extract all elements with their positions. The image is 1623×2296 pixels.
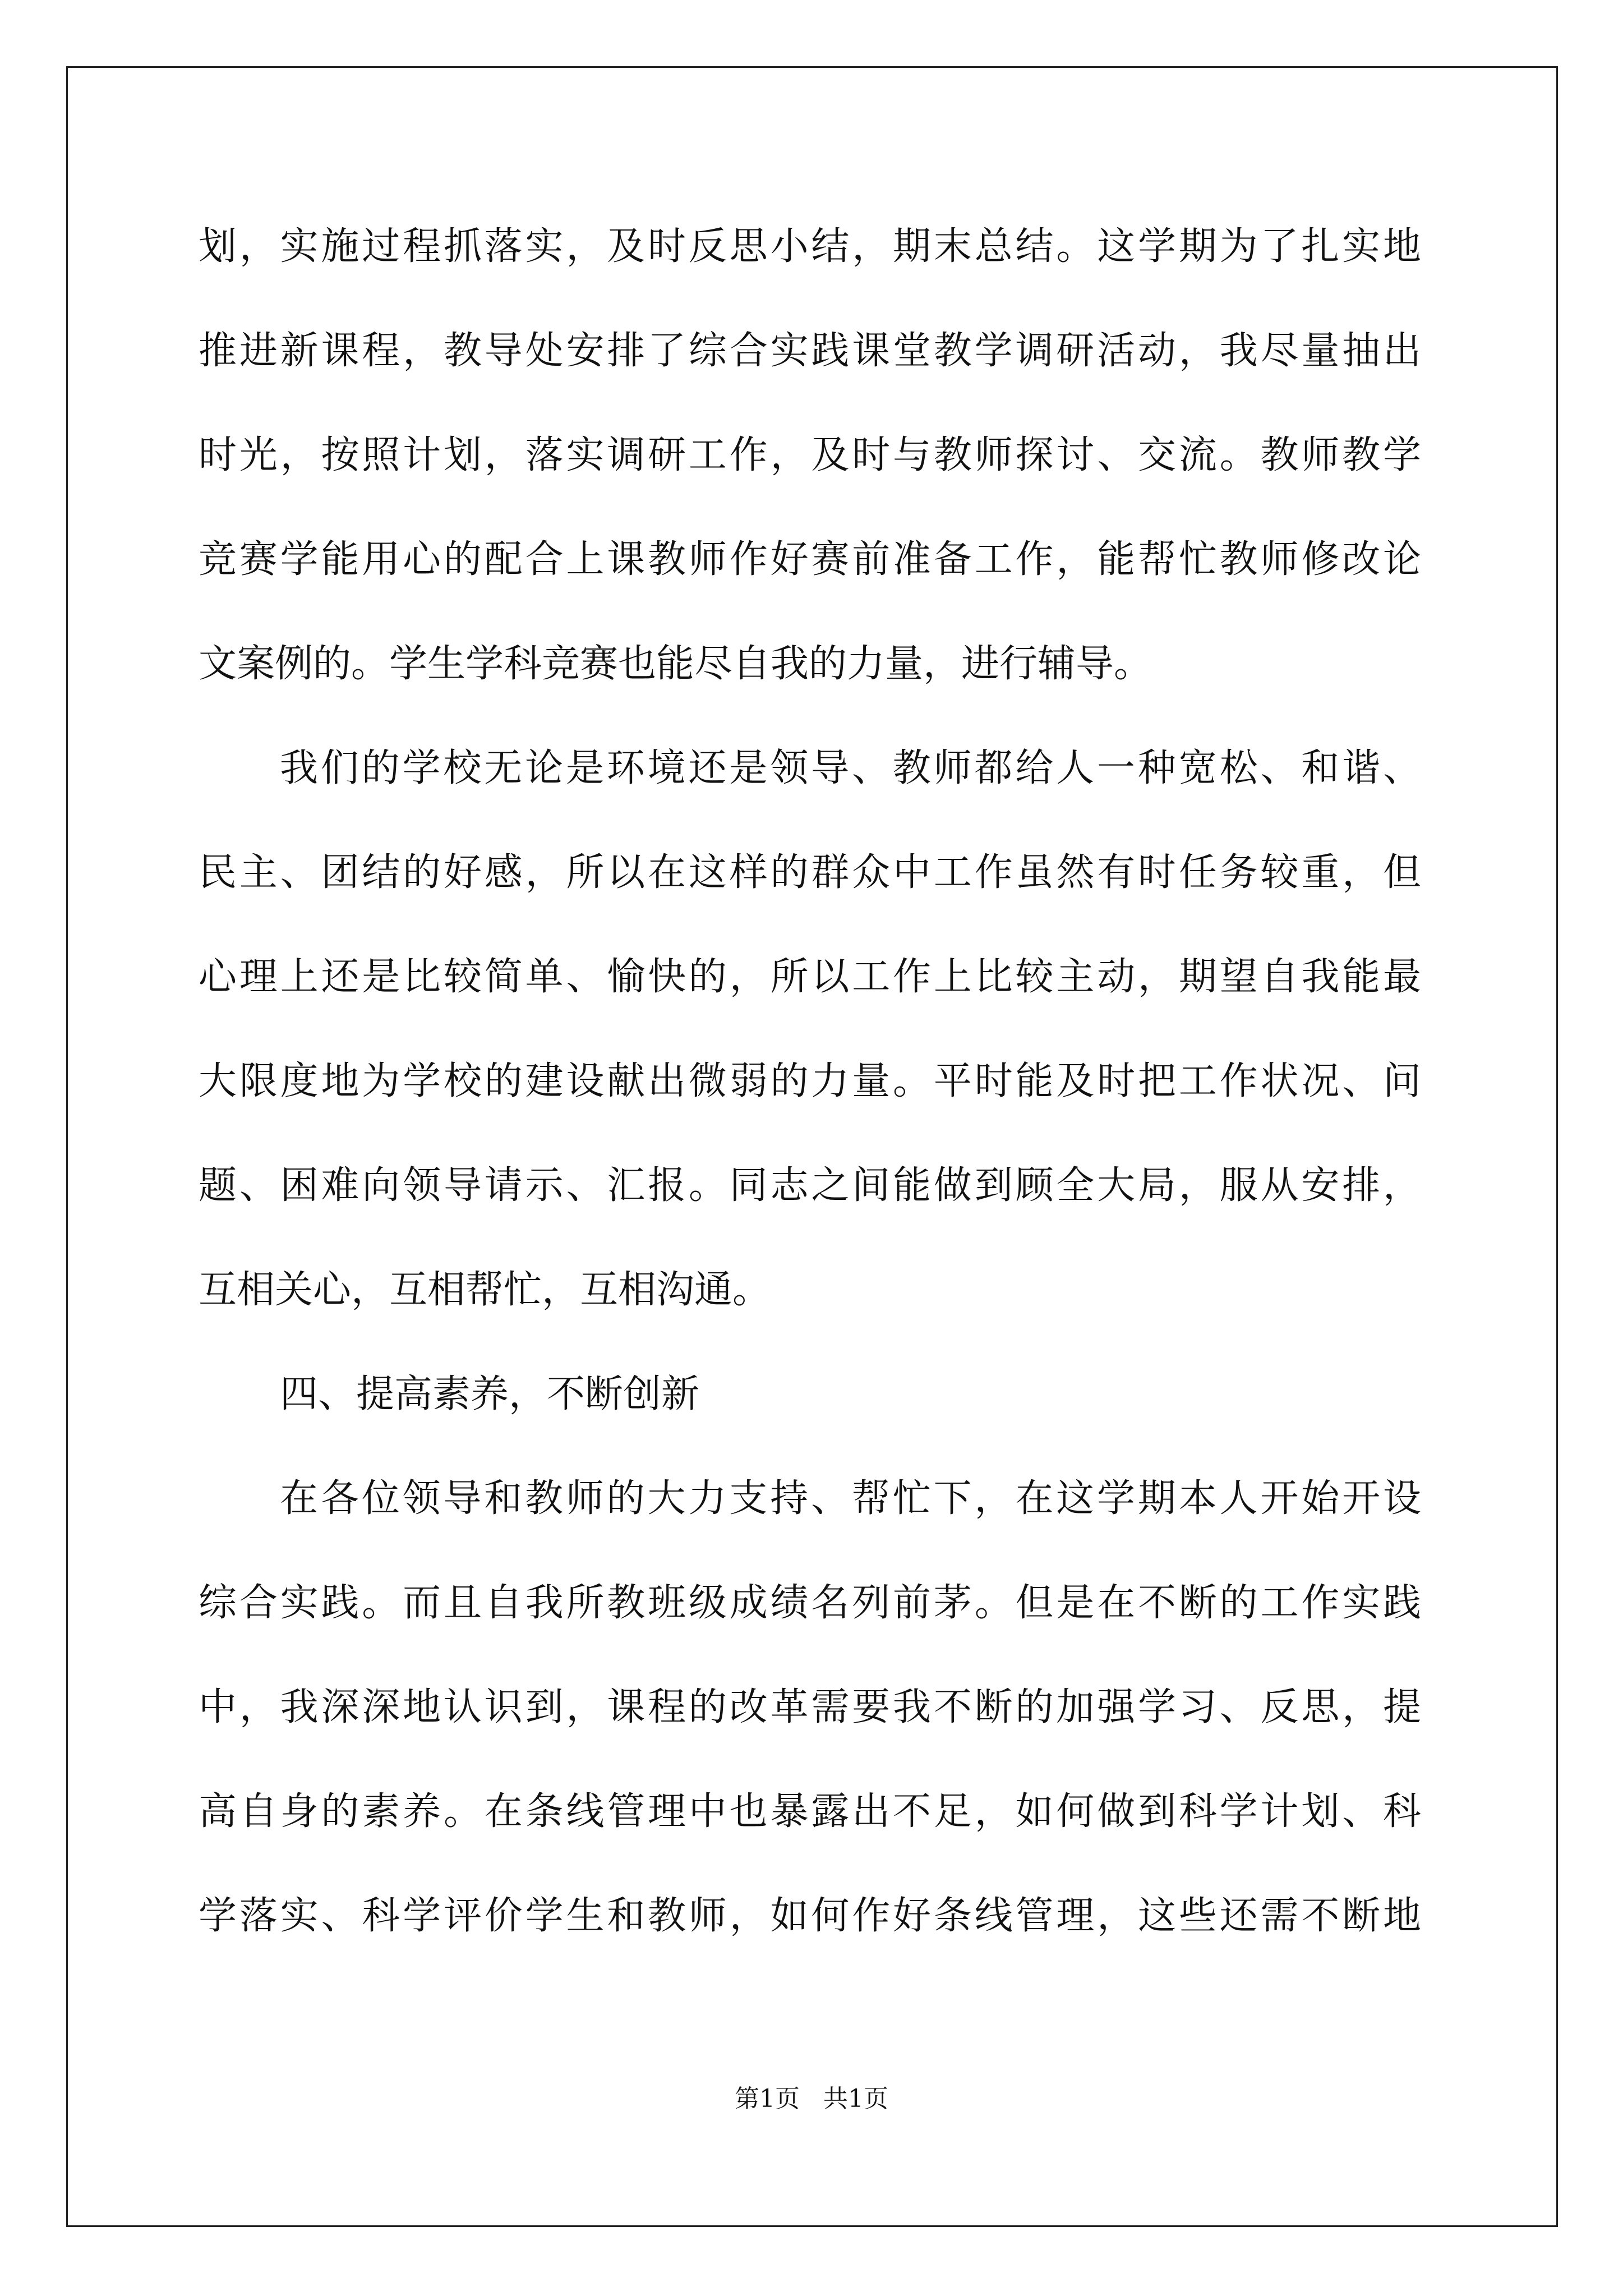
text-line: 时光，按照计划，落实调研工作，及时与教师探讨、交流。教师教学: [199, 433, 1421, 477]
paragraph-first-line: 在各位领导和教师的大力支持、帮忙下，在这学期本人开始开设: [280, 1476, 1421, 1521]
text-line: 文案例的。学生学科竞赛也能尽自我的力量，进行辅导。: [199, 642, 1152, 686]
section-heading: 四、提高素养，不断创新: [280, 1372, 700, 1416]
text-line: 划，实施过程抓落实，及时反思小结，期末总结。这学期为了扎实地: [199, 224, 1421, 269]
page-number: 第1页: [735, 2085, 800, 2113]
text-line: 题、困难向领导请示、汇报。同志之间能做到顾全大局，服从安排，: [199, 1163, 1421, 1208]
page-count: 共1页: [823, 2085, 888, 2113]
text-line: 民主、团结的好感，所以在这样的群众中工作虽然有时任务较重，但: [199, 850, 1421, 895]
text-line: 互相关心，互相帮忙，互相沟通。: [199, 1268, 771, 1312]
paragraph-first-line: 我们的学校无论是环境还是领导、教师都给人一种宽松、和谐、: [280, 746, 1421, 790]
text-line: 综合实践。而且自我所教班级成绩名列前茅。但是在不断的工作实践: [199, 1581, 1421, 1625]
text-line: 学落实、科学评价学生和教师，如何作好条线管理，这些还需不断地: [199, 1894, 1421, 1938]
text-line: 推进新课程，教导处安排了综合实践课堂教学调研活动，我尽量抽出: [199, 329, 1421, 373]
text-line: 高自身的素养。在条线管理中也暴露出不足，如何做到科学计划、科: [199, 1789, 1421, 1834]
text-line: 大限度地为学校的建设献出微弱的力量。平时能及时把工作状况、问: [199, 1059, 1421, 1103]
page-footer: [0, 2082, 1623, 2116]
text-line: 心理上还是比较简单、愉快的，所以工作上比较主动，期望自我能最: [199, 955, 1421, 999]
text-line: 竞赛学能用心的配合上课教师作好赛前准备工作，能帮忙教师修改论: [199, 537, 1421, 582]
text-line: 中，我深深地认识到，课程的改革需要我不断的加强学习、反思，提: [199, 1685, 1421, 1729]
document-body: [199, 219, 1421, 1993]
